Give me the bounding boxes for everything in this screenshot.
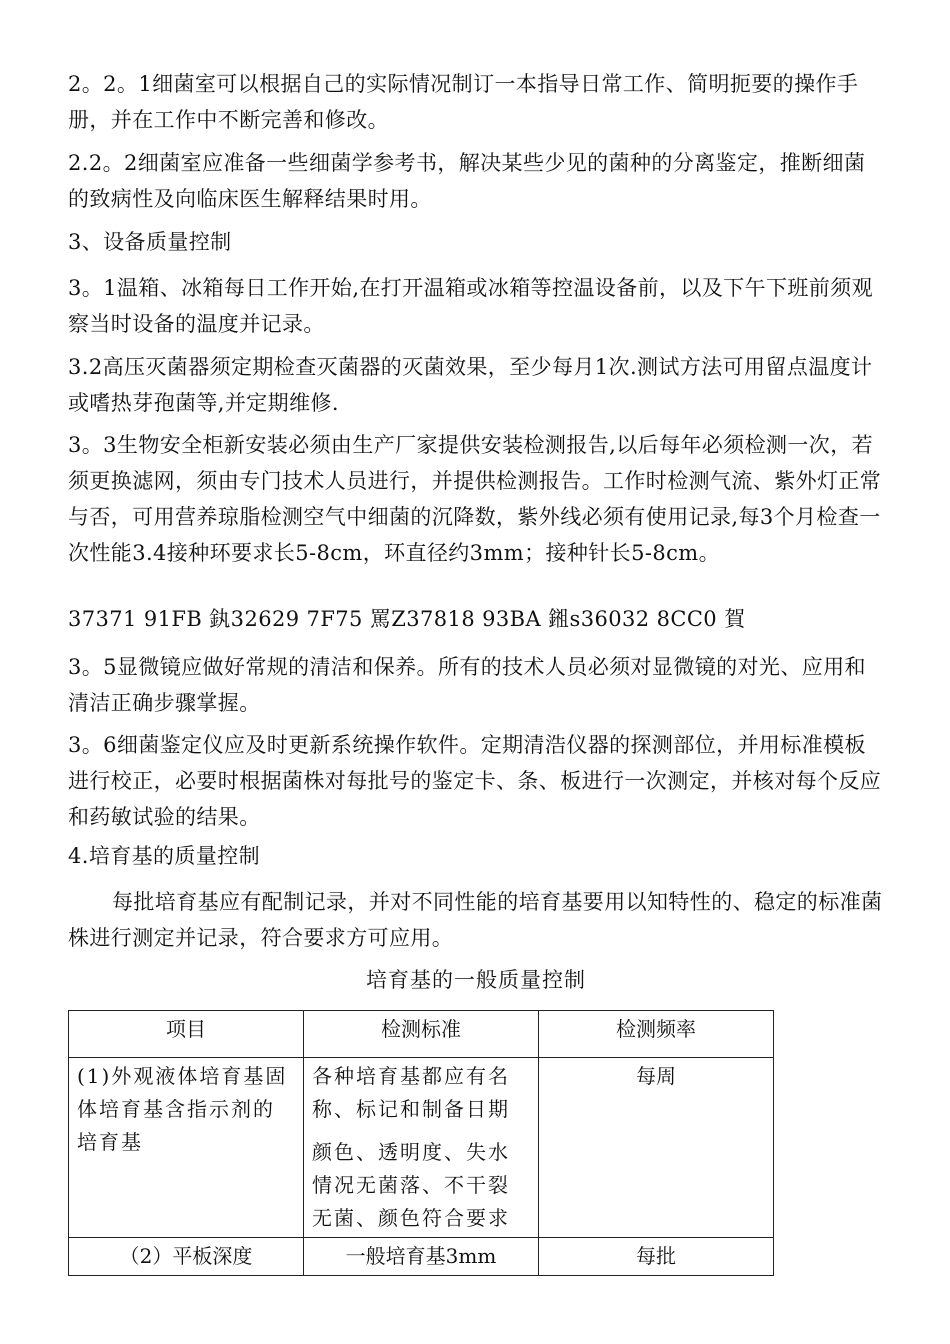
paragraph-2-2-1: 2。2。1细菌室可以根据自己的实际情况制订一本指导日常工作、简明扼要的操作手册，并在工作中不断完善和修改。 [68, 72, 859, 132]
paragraph-3-6: 3。6细菌鉴定仪应及时更新系统操作软件。定期清浩仪器的探测部位，并用标准模板进行校正，必要时根据菌株对每批号的鉴定卡、条、板进行一次测定，并核对每个反应和药敏试验的结果。 [68, 733, 882, 829]
item-text: (1)外观液体培育基固体培育基含指示剂的培育基 [77, 1064, 288, 1154]
paragraph-3-1: 3。1温箱、冰箱每日工作开始,在打开温箱或冰箱等控温设备前，以及下午下班前须观察当时设备的温度并记录。 [68, 276, 873, 336]
paragraph-media-records: 每批培育基应有配制记录，并对不同性能的培育基要用以知特性的、稳定的标准菌株进行测定并记录，符合要求方可应用。 [68, 890, 883, 950]
paragraph-3-2: 3.2高压灭菌器须定期检查灭菌器的灭菌效果，至少每月1次.测试方法可用留点温度计或嗜热芽孢菌等,并定期维修. [68, 355, 873, 415]
cell-frequency: 每周 [539, 1058, 774, 1238]
cell-standard: 一般培育基3mm [304, 1238, 539, 1276]
table-header-row [69, 1011, 774, 1058]
garbled-code-line: 37371 91FB 釻32629 7F75 罵Z37818 93BA 鎺s36032 8CC0 賀 [68, 607, 746, 631]
standard-text-2: 颜色、透明度、失水情况无菌落、不干裂无菌、颜色符合要求 [312, 1140, 510, 1230]
header-item: 项目 [69, 1011, 304, 1058]
standard-text-1: 各种培育基都应有名称、标记和制备日期 [312, 1064, 510, 1121]
section-heading-media: 4.培育基的质量控制 [68, 844, 261, 868]
section-heading-equipment: 3、设备质量控制 [68, 230, 232, 254]
paragraph-3-3: 3。3生物安全柜新安装必须由生产厂家提供安装检测报告,以后每年必须检测一次，若须更换滤网，须由专门技术人员进行，并提供检测报告。工作时检测气流、紫外灯正常与否，可用营养琼脂检测空气中细菌的沉降数，紫外线必须有使用记录,每3个月检查一次性能3.4接种环要求长5-8cm，环直径约3mm；接种针长5-8cm。 [68, 433, 882, 565]
cell-item: （2）平板深度 [69, 1238, 304, 1276]
paragraph-2-2-2: 2.2。2细菌室应准备一些细菌学参考书，解决某些少见的菌种的分离鉴定，推断细菌的致病性及向临床医生解释结果时用。 [68, 151, 866, 211]
table-row [69, 1238, 774, 1276]
table-title: 培育基的一般质量控制 [366, 968, 586, 992]
quality-control-table [68, 1010, 774, 1276]
cell-frequency: 每批 [539, 1238, 774, 1276]
header-standard: 检测标准 [304, 1011, 539, 1058]
cell-item [69, 1058, 304, 1238]
cell-standard [304, 1058, 539, 1238]
table-row [69, 1058, 774, 1238]
header-frequency: 检测频率 [539, 1011, 774, 1058]
paragraph-3-5: 3。5显微镜应做好常规的清洁和保养。所有的技术人员必须对显微镜的对光、应用和清洁正确步骤掌握。 [68, 655, 866, 715]
